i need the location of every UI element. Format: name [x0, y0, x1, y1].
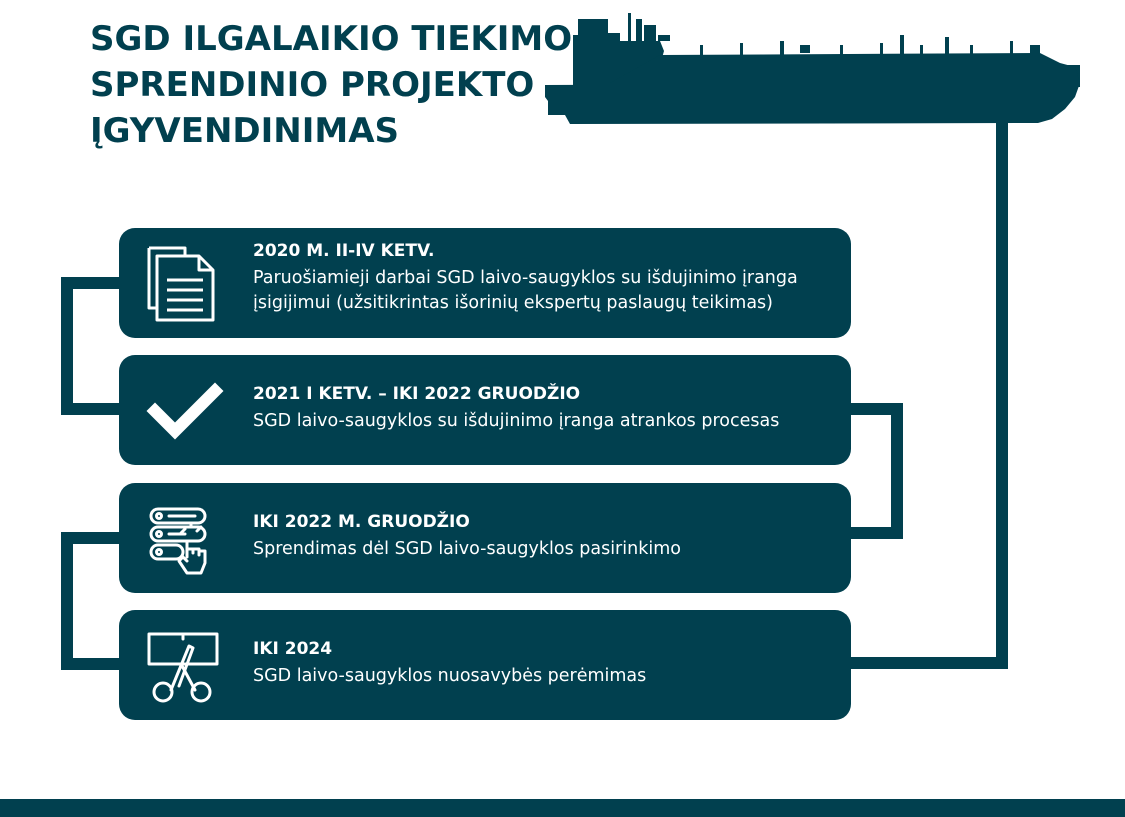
title-line-3: ĮGYVENDINIMAS: [90, 111, 400, 151]
step-heading: IKI 2022 M. GRUODŽIO: [253, 512, 470, 532]
step-description: Sprendimas dėl SGD laivo-saugyklos pasirinkimo: [253, 539, 681, 559]
footer-bar: [0, 799, 1125, 817]
step-heading: 2020 M. II-IV KETV.: [253, 241, 435, 261]
ribbon-cutting-icon: [141, 624, 225, 708]
checkmark-icon: [141, 369, 225, 453]
documents-icon: [141, 242, 225, 326]
title-line-1: SGD ILGALAIKIO TIEKIMO: [90, 19, 573, 59]
timeline-step-2: [119, 355, 851, 465]
timeline-step-1: [119, 228, 851, 338]
step-heading: 2021 I KETV. – IKI 2022 GRUODŽIO: [253, 384, 581, 404]
step-description: SGD laivo-saugyklos nuosavybės perėmimas: [253, 666, 647, 686]
selection-hand-icon: [141, 497, 225, 581]
step-heading: IKI 2024: [253, 639, 333, 659]
timeline-step-4: [119, 610, 851, 720]
timeline-step-3: [119, 483, 851, 593]
title-line-2: SPRENDINIO PROJEKTO: [90, 65, 535, 105]
step-description: Paruošiamieji darbai SGD laivo-saugyklos su išdujinimo įranga įsigijimui (užsitikrintas išorinių ekspertų paslaugų teikimas): [253, 268, 798, 313]
step-description: SGD laivo-saugyklos su išdujinimo įranga atrankos procesas: [253, 411, 780, 431]
